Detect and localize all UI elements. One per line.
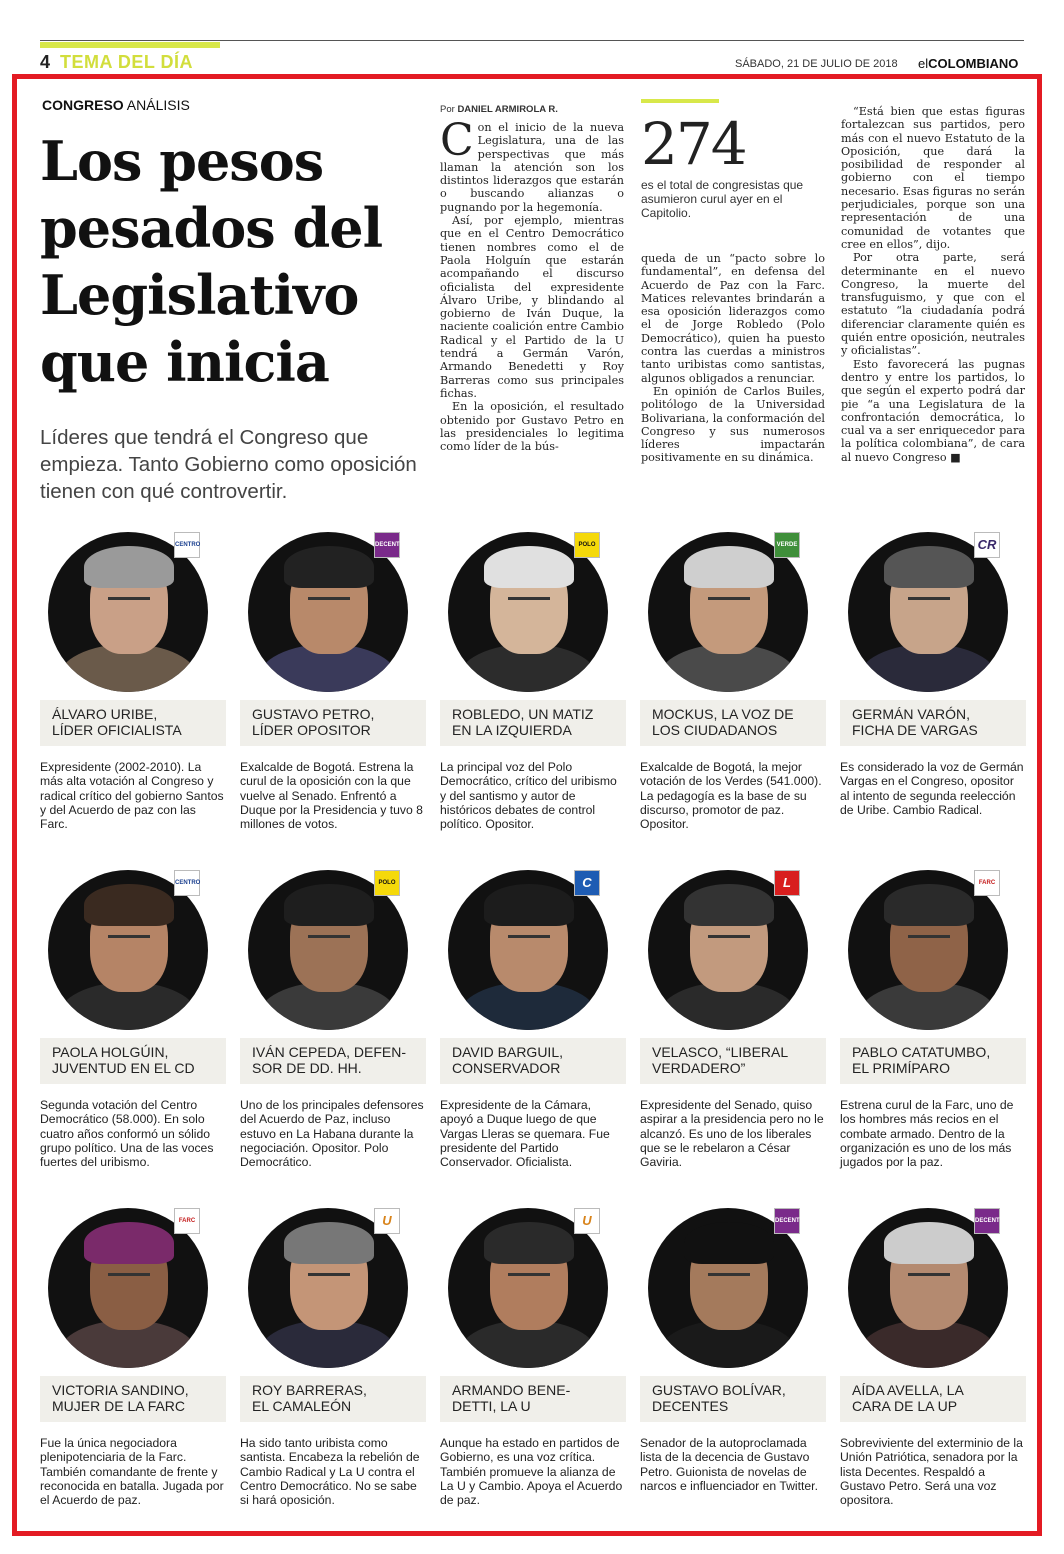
profile-name-line-1: ROBLEDO, UN MATIZ <box>452 706 594 722</box>
portrait-eyes <box>108 1273 150 1280</box>
brand-logo <box>918 56 1018 71</box>
portrait-eyes <box>108 597 150 604</box>
party-logo-icon: POLO <box>574 532 600 558</box>
profile-name <box>40 700 226 746</box>
party-logo-icon: POLO <box>374 870 400 896</box>
brand-prefix: el <box>918 56 929 71</box>
portrait-hair <box>84 884 174 926</box>
party-logo-icon: DECENTES <box>374 532 400 558</box>
profile-name <box>640 1376 826 1422</box>
profile-name <box>840 1376 1026 1422</box>
body-paragraph: “Está bien que estas figuras fortalezcan sus partidos, pero más con el nuevo Estatuto de la Oposición, que dará la posibilidad de responder al gobierno con el tiempo necesario. Esas figuras no serán perjudiciales, porque son una representación de una comunidad de votantes que cree en ellos”, dijo. <box>841 105 1025 251</box>
body-column-1 <box>440 115 624 454</box>
profile-name-line-1: GUSTAVO BOLÍVAR, <box>652 1382 786 1398</box>
body-paragraph: En opinión de Carlos Builes, politólogo de la Universidad Bolivariana, la conformación del Congreso y sus numerosos líderes impactarán positivamente en su dinámica. <box>641 384 825 465</box>
portrait-eyes <box>908 1273 950 1280</box>
profile-description: Aunque ha estado en partidos de Gobierno, es una voz crítica. También promueve la alianza de La U y Cambio. Apoya el Acuerdo de paz. <box>440 1436 623 1508</box>
section-accent-bar <box>40 42 220 48</box>
body-text: on el inicio de la nueva Legislatura, una de las perspectivas que más llaman la atención son los distintos liderazgos que estarán o buscando alianzas o pugnando por la hegemonía. <box>440 121 624 214</box>
portrait-hair <box>884 1222 974 1264</box>
profile-name-line-1: ARMANDO BENE- <box>452 1382 571 1398</box>
profile-name <box>840 1038 1026 1084</box>
profile-name-line-1: VICTORIA SANDINO, <box>52 1382 189 1398</box>
portrait-eyes <box>908 597 950 604</box>
party-logo-icon: L <box>774 870 800 896</box>
portrait-eyes <box>708 935 750 942</box>
portrait-eyes <box>108 935 150 942</box>
portrait-hair <box>684 1222 774 1264</box>
profile-name-line-2: JUVENTUD EN EL CD <box>52 1060 195 1076</box>
profile-name-line-2: EN LA IZQUIERDA <box>452 722 572 738</box>
profile-name-line-2: EL CAMALEÓN <box>252 1398 352 1414</box>
party-logo-icon: CENTRO <box>174 870 200 896</box>
dateline: SÁBADO, 21 DE JULIO DE 2018 <box>735 58 898 70</box>
profile-description: Expresidente del Senado, quiso aspirar a la presidencia pero no le alcanzó. Es uno de los liberales que se le rebelaron a César Gaviria. <box>640 1098 824 1170</box>
profile-name <box>640 700 826 746</box>
profile-description: La principal voz del Polo Democrático, crítico del uribismo y del santismo y autor de históricos debates de control político. Opositor. <box>440 760 617 832</box>
party-logo-icon: FARC <box>174 1208 200 1234</box>
portrait-eyes <box>908 935 950 942</box>
profile-name <box>440 700 626 746</box>
profile-name <box>640 1038 826 1084</box>
profile-description: Sobreviviente del exterminio de la Unión Patriótica, senadora por la lista Decentes. Respaldó a Gustavo Petro. Será una voz opositora. <box>840 1436 1023 1508</box>
body-column-2 <box>641 252 825 465</box>
byline-author: DANIEL ARMIROLA R. <box>457 104 558 115</box>
party-logo-icon: U <box>574 1208 600 1234</box>
byline-prefix: Por <box>440 104 458 115</box>
portrait-hair <box>284 546 374 588</box>
portrait-hair <box>884 884 974 926</box>
party-logo-icon: VERDE <box>774 532 800 558</box>
portrait-hair <box>484 546 574 588</box>
profile-name-line-1: ÁLVARO URIBE, <box>52 706 158 722</box>
profile-name-line-2: LÍDER OFICIALISTA <box>52 722 182 738</box>
brand-name: COLOMBIANO <box>928 56 1019 71</box>
profile-name-line-2: EL PRIMÍPARO <box>852 1060 951 1076</box>
portrait-eyes <box>508 1273 550 1280</box>
body-paragraph: En la oposición, el resultado obtenido por Gustavo Petro en las presidenciales lo legitima como líder de la bús- <box>440 400 624 454</box>
headline: Los pesos pesados del Legislativo que inicia <box>40 129 383 394</box>
profile-description: Exalcalde de Bogotá. Estrena la curul de la oposición con la que vuelve al Senado. Enfrentó a Duque por la Presidencia y tuvo 8 millones de votos. <box>240 760 423 832</box>
party-logo-icon: CENTRO <box>174 532 200 558</box>
byline <box>440 104 558 115</box>
profile-name <box>440 1376 626 1422</box>
profile-name-line-1: MOCKUS, LA VOZ DE <box>652 706 794 722</box>
portrait-eyes <box>508 597 550 604</box>
profile-name-line-2: VERDADERO” <box>652 1060 746 1076</box>
profile-name-line-1: AÍDA AVELLA, LA <box>852 1382 964 1398</box>
portrait-hair <box>84 546 174 588</box>
profile-name <box>240 700 426 746</box>
body-paragraph: queda de un “pacto sobre lo fundamental”, en defensa del Acuerdo de Paz con la Farc. Matices relevantes brindarán a esa oposición liderazgos como el de Jorge Robledo (Polo Democrático), quien ha puesto contra las cuerdas a ministros tanto uribistas como santistas, algunos obligados a renunciar. <box>641 252 825 385</box>
profile-description: Expresidente (2002-2010). La más alta votación al Congreso y radical crítico del gobierno Santos y del Acuerdo de paz con las Farc. <box>40 760 224 832</box>
body-paragraph: Por otra parte, será determinante en el nuevo Congreso, la muerte del transfuguismo, y que con el estatuto “la ciudadanía podrá diferenciar claramente quién es quién entre oposición, neutrales y oficialistas”. <box>841 251 1025 358</box>
body-paragraph: Así, por ejemplo, mientras que en el Centro Democrático tienen nombres como el de Paola Holguín que estarán acompañando el discurso oficialista del expresidente Álvaro Uribe, y blindando al gobierno de Iván Duque, la naciente coalición entre Cambio Radical y el Partido de la U tendrá a Germán Varón, Armando Benedetti y Roy Barreras como sus principales fichas. <box>440 214 624 400</box>
profile-name <box>240 1376 426 1422</box>
body-paragraph: Esto favorecerá las pugnas dentro y entre los partidos, lo que según el experto podrá dar pie “a una Legislatura de la confrontación democrática, lo cual va a ser enriquecedor para la política colombiana”, de cara al nuevo Congreso ■ <box>841 357 1025 464</box>
portrait-hair <box>484 1222 574 1264</box>
kicker-topic: CONGRESO <box>42 97 124 113</box>
profile-name-line-1: ROY BARRERAS, <box>252 1382 367 1398</box>
party-logo-icon: C <box>574 870 600 896</box>
body-paragraph <box>440 115 624 214</box>
stat-accent-bar <box>641 99 719 103</box>
profile-name-line-2: SOR DE DD. HH. <box>252 1060 362 1076</box>
party-logo-icon: U <box>374 1208 400 1234</box>
profile-name-line-2: LOS CIUDADANOS <box>652 722 778 738</box>
portrait-hair <box>684 884 774 926</box>
portrait-eyes <box>508 935 550 942</box>
profile-name <box>840 700 1026 746</box>
stat-number: 274 <box>641 110 746 178</box>
party-logo-icon: FARC <box>974 870 1000 896</box>
profile-name <box>40 1376 226 1422</box>
profile-name-line-1: GUSTAVO PETRO, <box>252 706 375 722</box>
profile-description: Fue la única negociadora plenipotenciaria de la Farc. También comandante de frente y reconocida en batalla. Jugada por el Acuerdo de paz. <box>40 1436 224 1508</box>
profile-name-line-2: LÍDER OPOSITOR <box>252 722 371 738</box>
portrait-eyes <box>708 1273 750 1280</box>
kicker-type: ANÁLISIS <box>123 97 190 113</box>
portrait-hair <box>84 1222 174 1264</box>
party-logo-icon: CR <box>974 532 1000 558</box>
section-title: TEMA DEL DÍA <box>60 52 194 72</box>
page-number: 4 <box>40 52 51 72</box>
kicker <box>42 97 190 113</box>
profile-name-line-1: GERMÁN VARÓN, <box>852 706 970 722</box>
profile-description: Senador de la autoproclamada lista de la decencia de Gustavo Petro. Guionista de novelas de narcos e influenciador en Twitter. <box>640 1436 818 1493</box>
profile-name-line-2: FICHA DE VARGAS <box>852 722 978 738</box>
profile-name-line-1: PABLO CATATUMBO, <box>852 1044 991 1060</box>
profile-name <box>40 1038 226 1084</box>
profile-description: Es considerado la voz de Germán Vargas en el Congreso, opositor al intento de segunda reelección de Uribe. Cambio Radical. <box>840 760 1024 817</box>
profile-name-line-2: MUJER DE LA FARC <box>52 1398 186 1414</box>
portrait-eyes <box>308 597 350 604</box>
portrait-hair <box>484 884 574 926</box>
profile-name-line-1: DAVID BARGUIL, <box>452 1044 563 1060</box>
portrait-hair <box>284 1222 374 1264</box>
profile-description: Segunda votación del Centro Democrático (58.000). En solo cuatro años conformó un sólido grupo político. Una de las voces fuertes del uribismo. <box>40 1098 214 1170</box>
dek: Líderes que tendrá el Congreso que empieza. Tanto Gobierno como oposición tienen con qué controvertir. <box>40 426 417 503</box>
profile-name-line-2: CONSERVADOR <box>452 1060 561 1076</box>
profile-name-line-2: DECENTES <box>652 1398 729 1414</box>
profile-name <box>440 1038 626 1084</box>
body-column-3 <box>841 105 1025 464</box>
profile-description: Ha sido tanto uribista como santista. Encabeza la rebelión de Cambio Radical y La U contra el Centro Democrático. No se sabe si hará oposición. <box>240 1436 420 1508</box>
profile-name-line-2: CARA DE LA UP <box>852 1398 958 1414</box>
profile-name-line-1: PAOLA HOLGÚIN, <box>52 1044 169 1060</box>
party-logo-icon: DECENTES <box>974 1208 1000 1234</box>
profile-name <box>240 1038 426 1084</box>
portrait-hair <box>284 884 374 926</box>
portrait-eyes <box>708 597 750 604</box>
profile-name-line-1: VELASCO, “LIBERAL <box>652 1044 789 1060</box>
drop-cap: C <box>440 115 474 166</box>
portrait-eyes <box>308 1273 350 1280</box>
profile-name-line-2: DETTI, LA U <box>452 1398 531 1414</box>
profile-description: Expresidente de la Cámara, apoyó a Duque luego de que Vargas Lleras se quemara. Fue presidente del Partido Conservador. Oficialista. <box>440 1098 610 1170</box>
portrait-hair <box>684 546 774 588</box>
stat-label: es el total de congresistas que asumieron curul ayer en el Capitolio. <box>641 178 804 220</box>
profile-description: Estrena curul de la Farc, uno de los hombres más recios en el combate armado. Dentro de la organización es uno de los más jugados por la paz. <box>840 1098 1014 1170</box>
profile-description: Exalcalde de Bogotá, la mejor votación de los Verdes (541.000). La pedagogía es la base de su discurso, promotor de paz. Opositor. <box>640 760 822 832</box>
profile-name-line-1: IVÁN CEPEDA, DEFEN- <box>252 1044 407 1060</box>
portrait-eyes <box>308 935 350 942</box>
portrait-hair <box>884 546 974 588</box>
profile-description: Uno de los principales defensores del Acuerdo de Paz, incluso estuvo en La Habana durante la negociación. Opositor. Polo Democrático. <box>240 1098 424 1170</box>
party-logo-icon: DECENTES <box>774 1208 800 1234</box>
top-rule <box>40 40 1024 41</box>
